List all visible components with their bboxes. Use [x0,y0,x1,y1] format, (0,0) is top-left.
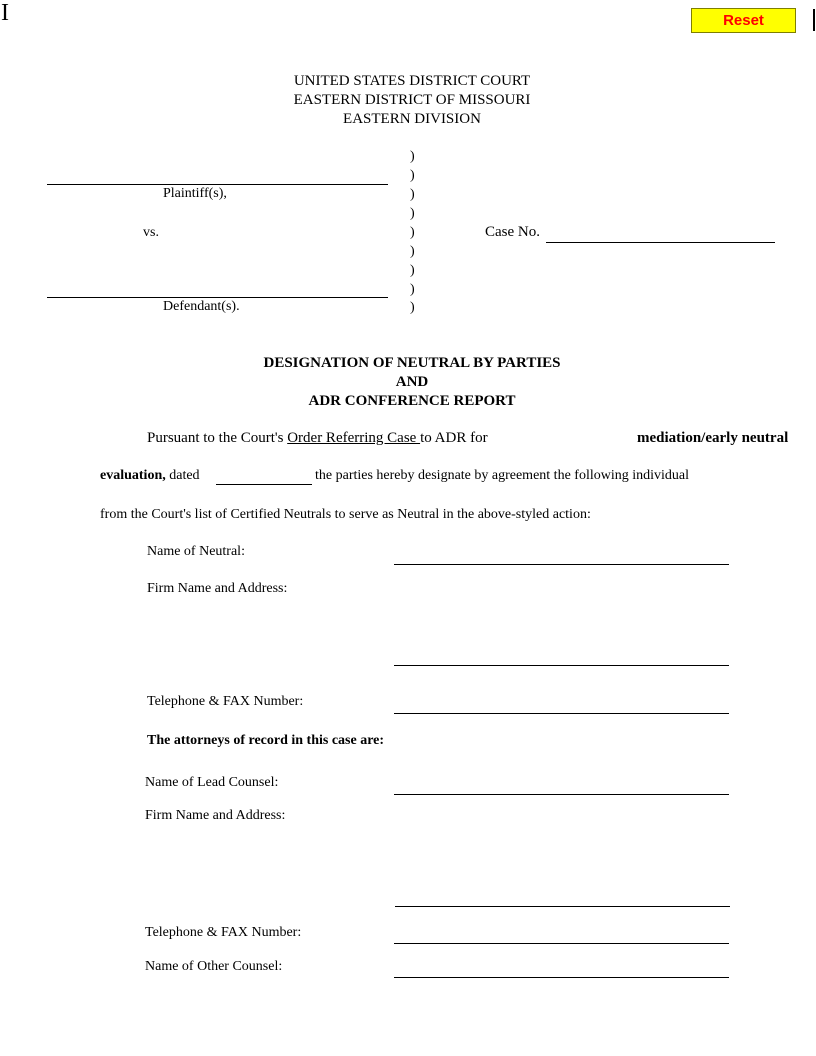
caption-paren: ) [410,244,415,259]
defendant-input-line[interactable] [47,297,388,298]
document-title-line2: AND [395,374,429,390]
caption-paren: ) [410,168,415,183]
neutral-phone-label: Telephone & FAX Number: [147,694,304,709]
reset-button[interactable]: Reset [691,8,796,33]
counsel-phone-label: Telephone & FAX Number: [145,925,302,940]
paragraph-intro: Pursuant to the Court's [147,430,288,446]
caption-paren: ) [410,282,415,297]
neutral-firm-input-line[interactable] [394,665,729,666]
case-no-label: Case No. [485,224,540,240]
court-district: EASTERN DISTRICT OF MISSOURI [293,92,531,108]
paragraph-line3: from the Court's list of Certified Neutrals to serve as Neutral in the above-styled action: [100,507,591,522]
dated-label: dated [165,468,200,483]
caption-paren: ) [410,187,415,202]
caption-paren: ) [410,300,415,315]
paragraph-line2 [100,468,200,484]
attorneys-heading: The attorneys of record in this case are: [147,733,385,748]
vs-label: vs. [143,225,159,240]
plaintiff-label: Plaintiff(s), [163,186,227,201]
document-title-line3: ADR CONFERENCE REPORT [308,393,516,409]
neutral-name-label: Name of Neutral: [147,544,245,559]
court-name: UNITED STATES DISTRICT COURT [293,73,531,89]
paragraph-to-adr: to ADR for [420,430,488,446]
document-title-line1: DESIGNATION OF NEUTRAL BY PARTIES [263,355,561,371]
text-cursor-glyph: I [1,0,9,26]
court-division: EASTERN DIVISION [343,111,481,127]
adr-type-continued: evaluation, [100,468,166,483]
counsel-firm-label: Firm Name and Address: [145,808,286,823]
case-no-input-line[interactable] [546,242,775,243]
other-counsel-input-line[interactable] [394,977,729,978]
lead-counsel-label: Name of Lead Counsel: [145,775,279,790]
lead-counsel-input-line[interactable] [394,794,729,795]
caption-paren: ) [410,149,415,164]
counsel-phone-input-line[interactable] [394,943,729,944]
date-input-line[interactable] [216,484,312,485]
paragraph-designate-text: the parties hereby designate by agreement the following individual [315,468,689,483]
plaintiff-input-line[interactable] [47,184,388,185]
caption-paren: ) [410,263,415,278]
caption-paren: ) [410,225,415,240]
other-counsel-label: Name of Other Counsel: [145,959,283,974]
page-edge-marker [813,9,815,31]
caption-paren: ) [410,206,415,221]
neutral-phone-input-line[interactable] [394,713,729,714]
defendant-label: Defendant(s). [163,299,240,314]
neutral-firm-label: Firm Name and Address: [147,581,288,596]
order-referring-case-link[interactable]: Order Referring Case [287,430,421,446]
counsel-firm-input-line[interactable] [395,906,730,907]
adr-type-text: mediation/early neutral [637,430,789,446]
paragraph-line1 [147,430,488,446]
neutral-name-input-line[interactable] [394,564,729,565]
